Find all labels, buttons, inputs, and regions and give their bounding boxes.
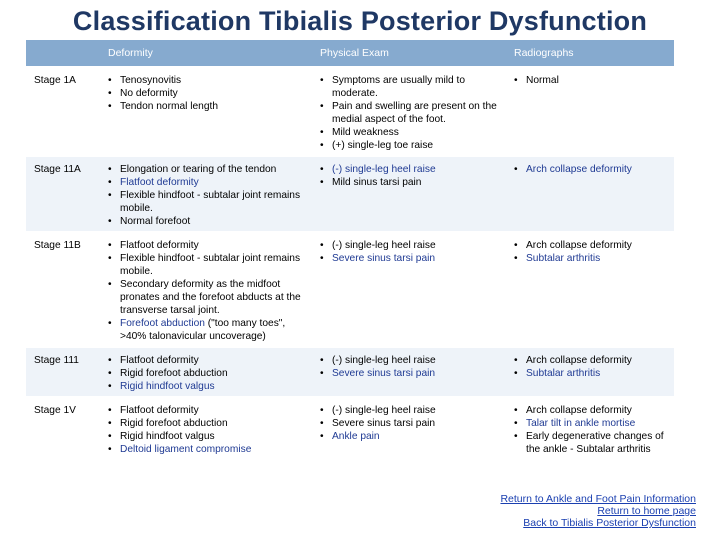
link-tibialis-posterior[interactable]: Back to Tibialis Posterior Dysfunction [523,517,696,529]
list-item: • Tenosynovitis [106,74,304,87]
list-item: • (-) single-leg heel raise [318,404,498,417]
list-item: • Severe sinus tarsi pain [318,417,498,430]
deformity-cell [98,397,310,460]
item-text: ("too many toes", >40% talonavicular uncoverage) [120,318,286,342]
list-item: • No deformity [106,87,304,100]
physical-exam-cell [310,347,504,397]
deformity-cell [98,156,310,232]
list-item: • Severe sinus tarsi pain [318,367,498,380]
header-radiographs: Radiographs [504,40,674,67]
radiographs-cell [504,347,674,397]
bullet-list [512,404,668,456]
radiographs-cell [504,232,674,347]
list-item: • Subtalar arthritis [512,367,668,380]
header-physical-exam: Physical Exam [310,40,504,67]
physical-exam-cell [310,397,504,460]
deformity-cell [98,67,310,156]
bullet-list [318,239,498,265]
stage-label: Stage 11B [26,232,98,347]
bullet-list [106,354,304,393]
bullet-list [512,354,668,380]
bullet-list [106,74,304,113]
stage-label: Stage 111 [26,347,98,397]
list-item: • Flexible hindfoot - subtalar joint remains mobile. [106,252,304,278]
highlighted-text: Forefoot abduction [120,318,205,329]
table-header-row [26,40,674,67]
list-item: • Subtalar arthritis [512,252,668,265]
list-item: • Mild weakness [318,126,498,139]
list-item: • Secondary deformity as the midfoot pronates and the forefoot abducts at the transverse tarsal joint. [106,278,304,317]
stage-label: Stage 1V [26,397,98,460]
bullet-list [512,74,668,87]
bullet-list [512,163,668,176]
bullet-list [512,239,668,265]
list-item: • (+) single-leg toe raise [318,139,498,152]
bullet-list [318,163,498,189]
bullet-list [318,354,498,380]
table-row [26,232,674,347]
list-item: • Severe sinus tarsi pain [318,252,498,265]
stage-label: Stage 1A [26,67,98,156]
list-item: • Rigid forefoot abduction [106,367,304,380]
classification-table [26,40,674,461]
bullet-list [318,404,498,443]
list-item: • Normal [512,74,668,87]
radiographs-cell [504,156,674,232]
page-title: Classification Tibialis Posterior Dysfunction [72,6,648,36]
list-item: • Arch collapse deformity [512,354,668,367]
header-deformity: Deformity [98,40,310,67]
physical-exam-cell [310,67,504,156]
list-item: • Ankle pain [318,430,498,443]
list-item: • Normal forefoot [106,215,304,228]
list-item: • (-) single-leg heel raise [318,163,498,176]
physical-exam-cell [310,156,504,232]
deformity-cell [98,347,310,397]
navigation-links [500,493,696,529]
list-item: • Mild sinus tarsi pain [318,176,498,189]
list-item: • (-) single-leg heel raise [318,354,498,367]
list-item: • Rigid hindfoot valgus [106,430,304,443]
list-item: • Flatfoot deformity [106,354,304,367]
list-item: • Rigid hindfoot valgus [106,380,304,393]
list-item: • Pain and swelling are present on the medial aspect of the foot. [318,100,498,126]
list-item: • Talar tilt in ankle mortise [512,417,668,430]
list-item: • Arch collapse deformity [512,404,668,417]
list-item: • Arch collapse deformity [512,239,668,252]
radiographs-cell [504,67,674,156]
bullet-list [106,239,304,343]
physical-exam-cell [310,232,504,347]
list-item: • Flatfoot deformity [106,404,304,417]
list-item: • Flexible hindfoot - subtalar joint remains mobile. [106,189,304,215]
header-stage [26,40,98,67]
list-item: • Rigid forefoot abduction [106,417,304,430]
list-item: • Deltoid ligament compromise [106,443,304,456]
table-row [26,67,674,156]
list-item: • Symptoms are usually mild to moderate. [318,74,498,100]
table-row [26,397,674,460]
radiographs-cell [504,397,674,460]
list-item: • Early degenerative changes of the ankle - Subtalar arthritis [512,430,668,456]
table-row [26,156,674,232]
list-item: • Flatfoot deformity [106,239,304,252]
list-item [106,317,304,343]
list-item: • (-) single-leg heel raise [318,239,498,252]
deformity-cell [98,232,310,347]
list-item: • Tendon normal length [106,100,304,113]
list-item: • Arch collapse deformity [512,163,668,176]
stage-label: Stage 11A [26,156,98,232]
list-item: • Elongation or tearing of the tendon [106,163,304,176]
table-row [26,347,674,397]
bullet-list [106,404,304,456]
link-home-page[interactable]: Return to home page [597,505,696,517]
bullet-list [318,74,498,152]
link-ankle-foot-pain[interactable]: Return to Ankle and Foot Pain Information [500,493,696,505]
list-item: • Flatfoot deformity [106,176,304,189]
bullet-list [106,163,304,228]
